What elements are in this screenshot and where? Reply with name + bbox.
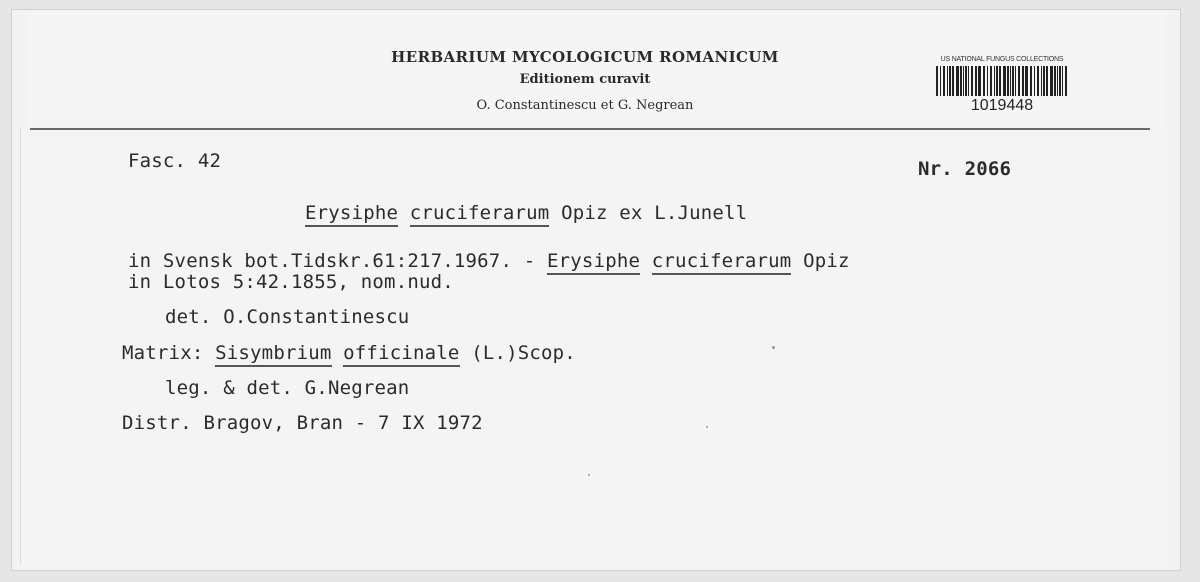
fascicle-number: Fasc. 42 [128, 150, 222, 172]
specimen-number [918, 158, 1011, 180]
matrix-label: Matrix: [122, 342, 204, 364]
barcode-bar [978, 66, 981, 96]
taxon-species: cruciferarum [410, 202, 550, 227]
determiner: det. O.Constantinescu [165, 306, 410, 328]
speck [706, 426, 708, 428]
citation-species: cruciferarum [652, 250, 792, 275]
barcode-number: 1019448 [970, 97, 1034, 114]
barcode-bar [1059, 66, 1061, 96]
host-genus: Sisymbrium [215, 342, 331, 367]
barcode-bar [1065, 66, 1067, 96]
barcode-bar [1003, 66, 1006, 96]
barcode-bar [965, 66, 967, 96]
distribution: Distr. Bragov, Bran - 7 IX 1972 [122, 412, 483, 434]
herbarium-subtitle: Editionem curavit [519, 72, 651, 87]
citation-genus: Erysiphe [547, 250, 640, 275]
speck [588, 474, 590, 476]
citation-prefix: in Svensk bot.Tidskr.61:217.1967. - [128, 250, 548, 272]
barcode-bar [1046, 66, 1048, 96]
barcode-bar [956, 66, 959, 96]
barcode-bar [1007, 66, 1009, 96]
citation-line-2: in Lotos 5:42.1855, nom.nud. [128, 271, 454, 293]
barcode-bar [1018, 66, 1020, 96]
barcode-bar [971, 66, 973, 96]
speck [772, 346, 775, 349]
barcode-bar [1022, 66, 1024, 96]
barcode-caption: US NATIONAL FUNGUS COLLECTIONS [940, 56, 1064, 63]
barcode-bar [1015, 66, 1016, 96]
barcode-bar [936, 66, 938, 96]
barcode-bar [1030, 66, 1032, 96]
barcode-bar [1025, 66, 1028, 96]
herbarium-title: HERBARIUM MYCOLOGICUM ROMANICUM [391, 48, 779, 66]
taxon-name [305, 202, 747, 224]
citation-line-1 [128, 250, 850, 272]
barcode-bar [983, 66, 985, 96]
barcode-bar [952, 66, 954, 96]
header-rule [30, 128, 1150, 130]
barcode-bar [1050, 66, 1053, 96]
barcode-bar [1062, 66, 1063, 96]
barcode-bar [1037, 66, 1039, 96]
host-author: (L.)Scop. [471, 342, 576, 364]
matrix-line [122, 342, 576, 364]
barcode-bar [1012, 66, 1014, 96]
barcode-bar [1057, 66, 1058, 96]
barcode-bar [1010, 66, 1011, 96]
specimen-number-value: 2066 [964, 158, 1012, 180]
barcode-bar [940, 66, 941, 96]
barcode-bar [1034, 66, 1035, 96]
barcode-bar [947, 66, 948, 96]
barcode-bar [960, 66, 962, 96]
barcode-icon [934, 66, 1070, 96]
collector: leg. & det. G.Negrean [165, 377, 410, 399]
taxon-genus: Erysiphe [305, 202, 398, 227]
barcode-bar [996, 66, 998, 96]
barcode-bar [999, 66, 1001, 96]
barcode-bar [987, 66, 988, 96]
herbarium-editors: O. Constantinescu et G. Negrean [476, 98, 694, 113]
barcode-bar [990, 66, 992, 96]
barcode-bar [1041, 66, 1042, 96]
barcode-bar [949, 66, 951, 96]
barcode-bar [1043, 66, 1045, 96]
citation-author: Opiz [803, 250, 850, 272]
specimen-number-prefix: Nr. [918, 158, 953, 180]
taxon-author: Opiz ex L.Junell [561, 202, 748, 224]
barcode-bar [943, 66, 945, 96]
barcode-bar [975, 66, 977, 96]
host-species: officinale [343, 342, 459, 367]
barcode-bar [968, 66, 969, 96]
barcode-bar [1054, 66, 1056, 96]
barcode-label [928, 56, 1076, 126]
barcode-bar [963, 66, 964, 96]
barcode-bar [994, 66, 995, 96]
